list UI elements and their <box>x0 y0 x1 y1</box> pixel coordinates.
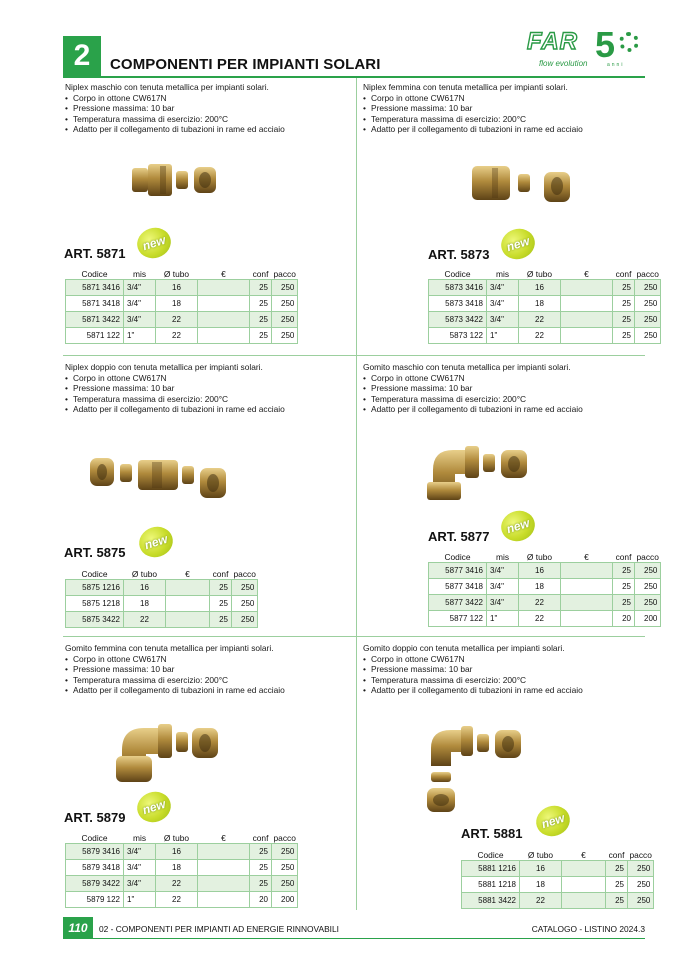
table-row: 5875 1216 16 25 250 <box>66 579 258 595</box>
col-header-mis: mis <box>132 832 147 843</box>
table-row: 5879 3422 3/4" 22 25 250 <box>66 875 298 891</box>
col-header-codice: Codice <box>81 832 108 843</box>
col-header-pacco: pacco <box>636 551 659 562</box>
table-row: 5875 1218 18 25 250 <box>66 595 258 611</box>
spec-bullet: • Pressione massima: 10 bar <box>363 383 653 394</box>
col-header-tubo: Ø tubo <box>526 268 553 279</box>
table-row: 5873 122 1" 22 25 250 <box>429 327 661 343</box>
product-image <box>470 162 575 208</box>
table-row: 5877 122 1" 22 20 200 <box>429 610 661 626</box>
product-description <box>363 82 653 135</box>
new-badge: new <box>133 787 175 826</box>
col-header-codice: Codice <box>444 268 471 279</box>
table-row: 5871 3416 3/4" 16 25 250 <box>66 279 298 295</box>
spec-bullet: • Corpo in ottone CW617N <box>363 93 653 104</box>
col-header-tubo: Ø tubo <box>527 849 554 860</box>
header-rule <box>63 76 645 78</box>
table-row: 5879 3418 3/4" 18 25 250 <box>66 859 298 875</box>
section-number-badge: 2 <box>63 36 101 76</box>
product-title: Gomito maschio con tenuta metallica per impianti solari. <box>363 362 571 372</box>
spec-bullet: • Corpo in ottone CW617N <box>363 373 653 384</box>
footer-catalog-label: CATALOGO - LISTINO 2024.3 <box>531 924 645 934</box>
spec-bullet: • Temperatura massima di esercizio: 200°C <box>65 394 355 405</box>
col-header-conf: conf <box>212 568 229 579</box>
col-header-codice: Codice <box>81 268 108 279</box>
product-table <box>428 267 661 344</box>
product-image <box>425 722 527 814</box>
product-image <box>112 718 222 784</box>
new-badge: new <box>133 223 175 262</box>
table-row: 5871 3422 3/4" 22 25 250 <box>66 311 298 327</box>
table-row: 5871 3418 3/4" 18 25 250 <box>66 295 298 311</box>
product-description <box>363 643 653 696</box>
column-divider <box>356 78 357 910</box>
spec-bullet: • Temperatura massima di esercizio: 200°C <box>65 114 355 125</box>
table-row: 5877 3418 3/4" 18 25 250 <box>429 578 661 594</box>
table-row: 5877 3422 3/4" 22 25 250 <box>429 594 661 610</box>
product-title: Gomito doppio con tenuta metallica per impianti solari. <box>363 643 565 653</box>
new-badge: new <box>497 506 539 545</box>
logo-brand: FAR <box>527 28 578 55</box>
logo-tagline: flow evolution <box>539 59 588 68</box>
table-row: 5873 3416 3/4" 16 25 250 <box>429 279 661 295</box>
table-row: 5879 122 1" 22 20 200 <box>66 891 298 907</box>
far-logo <box>527 26 647 74</box>
col-header-price: € <box>221 832 226 843</box>
col-header-codice: Codice <box>477 849 504 860</box>
col-header-pacco: pacco <box>233 568 256 579</box>
spec-bullet: • Temperatura massima di esercizio: 200°C <box>363 675 653 686</box>
spec-bullet: • Temperatura massima di esercizio: 200°C <box>363 394 653 405</box>
col-header-tubo: Ø tubo <box>163 268 190 279</box>
col-header-mis: mis <box>495 268 510 279</box>
col-header-conf: conf <box>608 849 625 860</box>
col-header-pacco: pacco <box>636 268 659 279</box>
table-row: 5879 3416 3/4" 16 25 250 <box>66 843 298 859</box>
product-title: Niplex maschio con tenuta metallica per impianti solari. <box>65 82 269 92</box>
row-divider <box>63 636 645 637</box>
article-number: ART. 5881 <box>461 826 523 841</box>
row-divider <box>63 355 645 356</box>
table-row: 5877 3416 3/4" 16 25 250 <box>429 562 661 578</box>
col-header-conf: conf <box>615 268 632 279</box>
table-row: 5881 3422 22 25 250 <box>462 892 654 908</box>
col-header-tubo: Ø tubo <box>163 832 190 843</box>
spec-bullet: • Adatto per il collegamento di tubazioni in rame ed acciaio <box>65 685 355 696</box>
spec-bullet: • Pressione massima: 10 bar <box>65 664 355 675</box>
spec-bullet: • Temperatura massima di esercizio: 200°C <box>363 114 653 125</box>
col-header-pacco: pacco <box>273 832 296 843</box>
spec-bullet: • Corpo in ottone CW617N <box>363 654 653 665</box>
spec-bullet: • Adatto per il collegamento di tubazioni in rame ed acciaio <box>65 404 355 415</box>
table-row: 5873 3422 3/4" 22 25 250 <box>429 311 661 327</box>
spec-bullet: • Corpo in ottone CW617N <box>65 654 355 665</box>
article-number: ART. 5877 <box>428 529 490 544</box>
table-row: 5875 3422 22 25 250 <box>66 611 258 627</box>
article-number: ART. 5875 <box>64 545 126 560</box>
product-title: Niplex doppio con tenuta metallica per impianti solari. <box>65 362 263 372</box>
product-table <box>65 267 298 344</box>
spec-bullet: • Adatto per il collegamento di tubazioni in rame ed acciaio <box>363 404 653 415</box>
col-header-conf: conf <box>252 832 269 843</box>
product-image <box>425 440 530 502</box>
article-number: ART. 5879 <box>64 810 126 825</box>
product-table <box>65 831 298 908</box>
col-header-pacco: pacco <box>629 849 652 860</box>
table-row: 5871 122 1" 22 25 250 <box>66 327 298 343</box>
product-description <box>363 362 653 415</box>
product-title: Niplex femmina con tenuta metallica per impianti solari. <box>363 82 568 92</box>
spec-bullet: • Pressione massima: 10 bar <box>65 383 355 394</box>
col-header-conf: conf <box>615 551 632 562</box>
col-header-price: € <box>581 849 586 860</box>
spec-bullet: • Adatto per il collegamento di tubazioni in rame ed acciaio <box>363 685 653 696</box>
col-header-price: € <box>584 268 589 279</box>
product-description <box>65 82 355 135</box>
col-header-mis: mis <box>132 268 147 279</box>
product-table <box>65 567 258 628</box>
col-header-codice: Codice <box>81 568 108 579</box>
product-description <box>65 362 355 415</box>
spec-bullet: • Corpo in ottone CW617N <box>65 93 355 104</box>
gear-icon <box>619 32 639 52</box>
product-title: Gomito femmina con tenuta metallica per impianti solari. <box>65 643 274 653</box>
product-image <box>130 160 250 200</box>
spec-bullet: • Temperatura massima di esercizio: 200°C <box>65 675 355 686</box>
table-row: 5881 1216 16 25 250 <box>462 860 654 876</box>
footer-rule <box>93 938 645 939</box>
new-badge: new <box>532 801 574 840</box>
col-header-price: € <box>185 568 190 579</box>
footer-section-label: 02 - COMPONENTI PER IMPIANTI AD ENERGIE RINNOVABILI <box>99 924 339 934</box>
logo-anni: anni <box>607 62 625 68</box>
new-badge: new <box>135 522 177 561</box>
product-table <box>461 848 654 909</box>
page-number: 110 <box>63 917 93 939</box>
spec-bullet: • Pressione massima: 10 bar <box>363 664 653 675</box>
spec-bullet: • Adatto per il collegamento di tubazioni in rame ed acciaio <box>65 124 355 135</box>
spec-bullet: • Pressione massima: 10 bar <box>65 103 355 114</box>
col-header-tubo: Ø tubo <box>526 551 553 562</box>
col-header-conf: conf <box>252 268 269 279</box>
spec-bullet: • Corpo in ottone CW617N <box>65 373 355 384</box>
article-number: ART. 5873 <box>428 247 490 262</box>
logo-number: 5 <box>595 24 616 65</box>
col-header-codice: Codice <box>444 551 471 562</box>
col-header-mis: mis <box>495 551 510 562</box>
col-header-tubo: Ø tubo <box>131 568 158 579</box>
col-header-pacco: pacco <box>273 268 296 279</box>
spec-bullet: • Adatto per il collegamento di tubazioni in rame ed acciaio <box>363 124 653 135</box>
col-header-price: € <box>221 268 226 279</box>
col-header-price: € <box>584 551 589 562</box>
product-description <box>65 643 355 696</box>
product-table <box>428 550 661 627</box>
section-title: COMPONENTI PER IMPIANTI SOLARI <box>110 56 381 73</box>
table-row: 5881 1218 18 25 250 <box>462 876 654 892</box>
article-number: ART. 5871 <box>64 246 126 261</box>
table-row: 5873 3418 3/4" 18 25 250 <box>429 295 661 311</box>
spec-bullet: • Pressione massima: 10 bar <box>363 103 653 114</box>
product-image <box>88 452 230 502</box>
new-badge: new <box>497 224 539 263</box>
